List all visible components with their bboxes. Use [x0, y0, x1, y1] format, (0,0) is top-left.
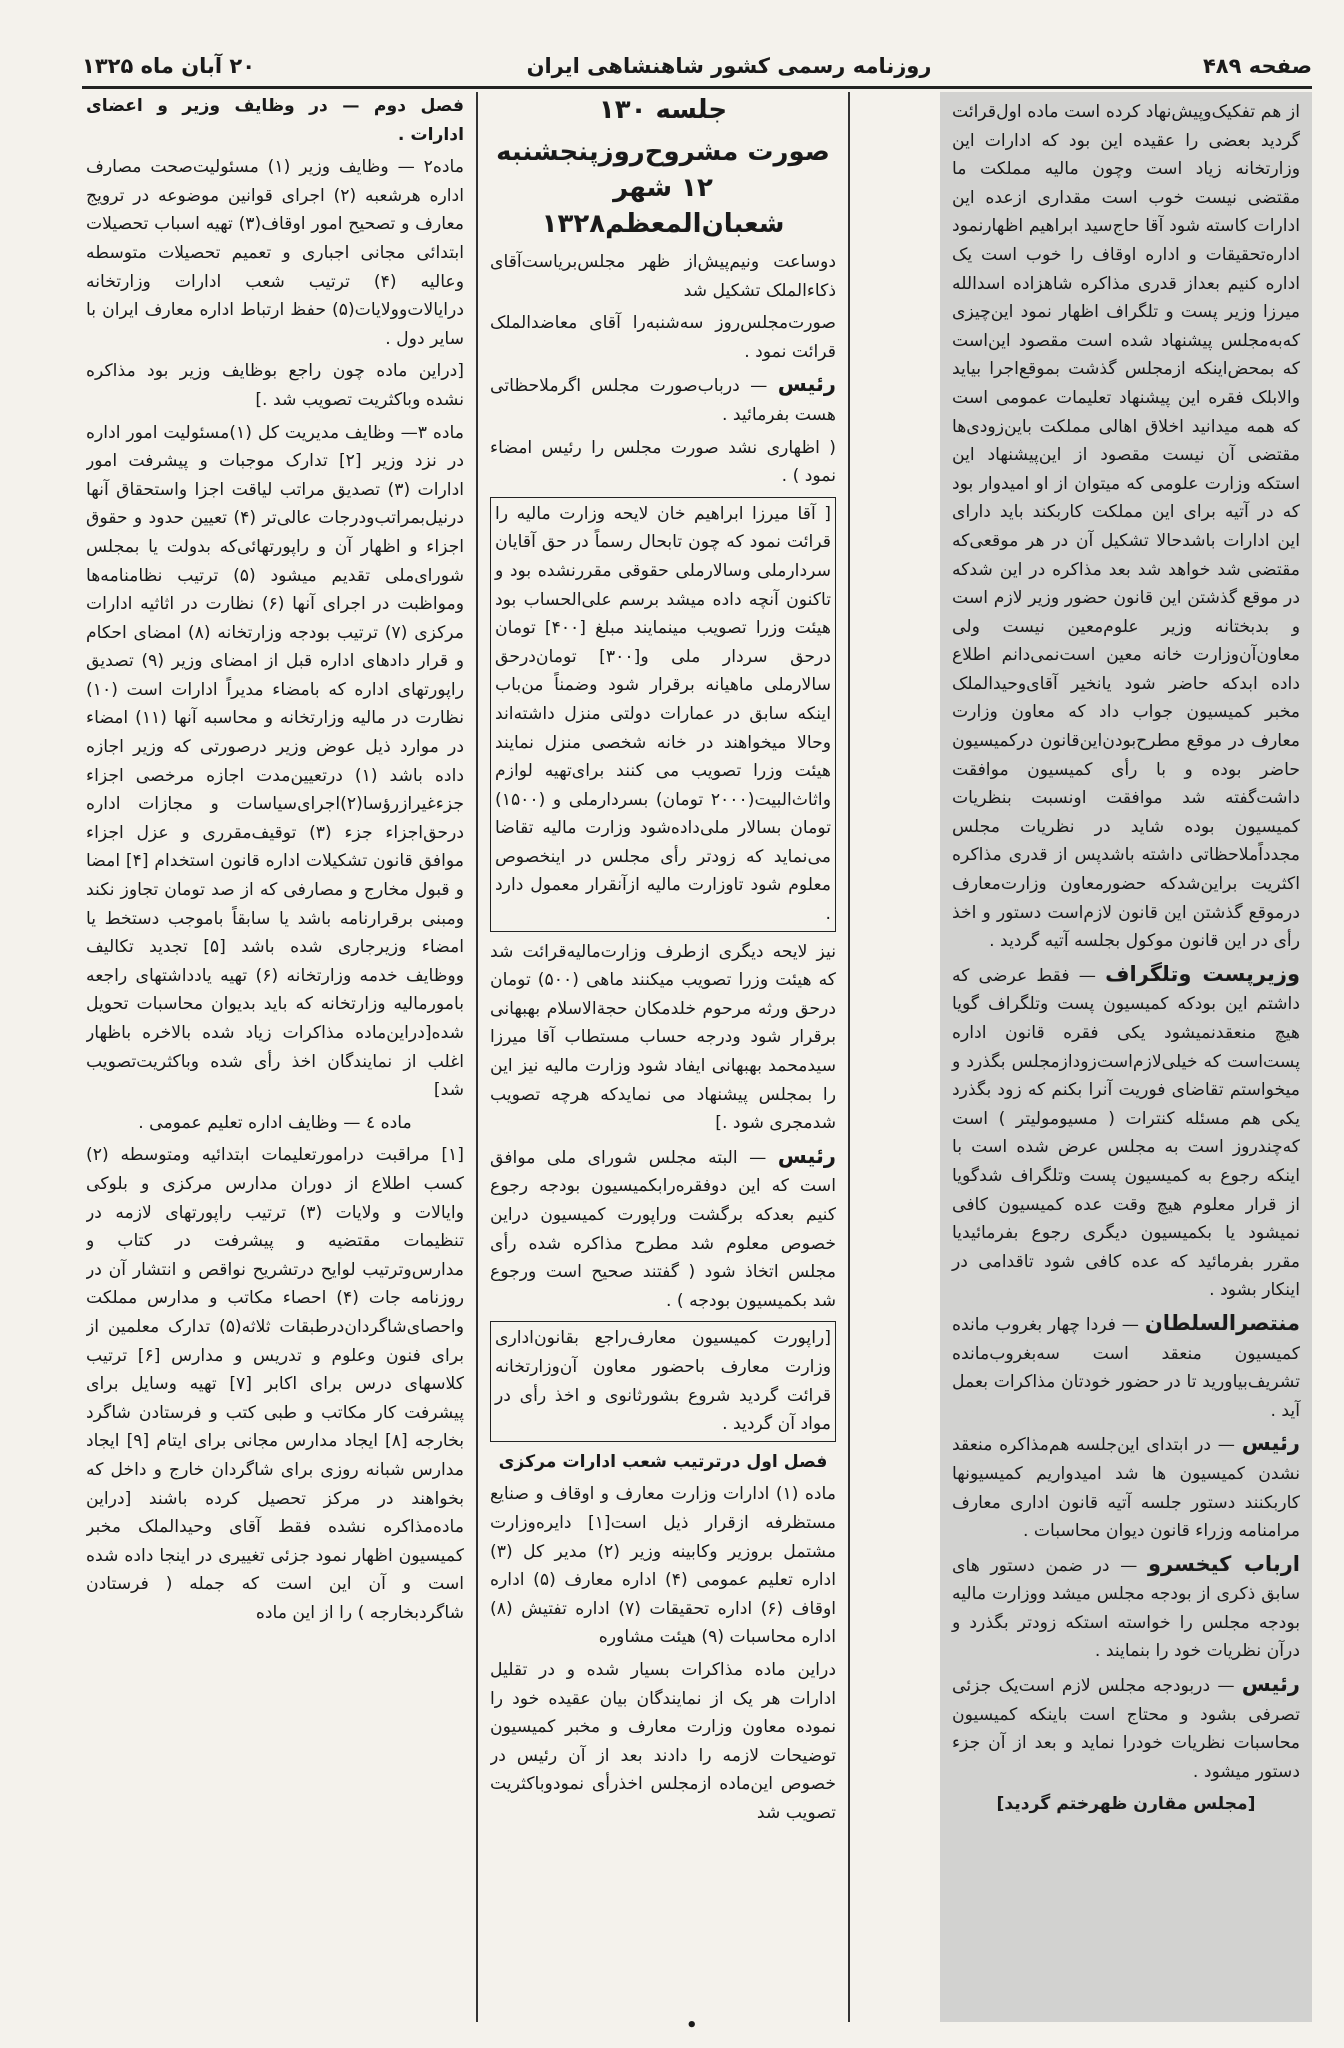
paragraph: ( اظهاری نشد صورت مجلس را رئیس امضاء نمود ) . — [490, 437, 836, 487]
paragraph: ماده۲ — وظایف وزیر (۱) مسئولیت‌صحت مصارف اداره هرشعبه (۲) اجرای قوانین موضوعه در ترویج معارف و تصحیح امور اوقاف(۳) تهیه اسباب تحصیلات ابتدائی مجانی اجباری و تعمیم تحصیلات متوسطه وعالیه (۴) ترتیب شعب ادارات وزارتخانه درایالات‌وولایات(۵) حفظ ارتباط اداره معارف ایران با سایر دول . — [86, 157, 464, 349]
paragraph: وزیرپست وتلگراف — فقط عرضی که داشتم این بودکه کمیسیون پست وتلگراف گویا هیچ منعقدنمیشود یکی فقره قانون اداره پست‌است که خیلی‌لازم‌است‌زودازمجلس بگذرد و میخواستم تقاضای فوریت آنرا بکنم که زود بگذرد یکی هم مسئله کنترات ( مسیومولیتر ) است که‌چندروز است به مجلس عرض شده است با اینکه رجوع به کمیسیون پست وتلگراف شدگویا از قرار معلوم هیچ وقت عده کمیسیون کافی نمیشود یا بکمیسیون دیگری رجوع بفرمائیدیا مقرر بفرمائید که عده کافی شود تاقدامی در اینکار بشود . — [952, 961, 1301, 1301]
paragraph: رئیس — درباب‌صورت مجلس اگرملاحظاتی هست بفرمائید . — [490, 372, 836, 425]
paragraph: [دراین ماده چون راجع بوظایف وزیر بود مذاکره نشده وباکثریت تصویب شد .] — [86, 361, 464, 410]
column-divider-left — [476, 92, 478, 2022]
paragraph: رئیس — البته مجلس شورای ملی موافق است که این دوفقره‌رابکمیسیون بودجه رجوع کنیم بعدکه برگشت وراپورت کمیسیون دراین خصوص معلوم شد مطرح مذاکره شده رأی مجلس اتخاذ شود ( گفتند صحیح است ورجوع شد بکمیسیون بودجه ) . — [490, 1143, 836, 1311]
speaker-name: رئیس — [1241, 1672, 1300, 1697]
speaker-name: ارباب کیخسرو — [1147, 1551, 1300, 1576]
session-title: صورت مشروح‌روزپنجشنبه ۱۲ شهر شعبان‌المعظم۱۳۲۸ — [496, 137, 830, 239]
paragraph: رئیس — دربودجه مجلس لازم است‌یک جزئی تصرفی بشود و محتاج است باینکه کمیسیون محاسبات نظریات خودرا نماید و بعد از آن جزء دستور میشود . — [952, 1672, 1300, 1782]
session-number: جلسه ۱۳۰ — [598, 95, 728, 125]
paragraph: صورت‌مجلس‌روز سه‌شنبه‌را آقای معاضدالملک قرائت نمود . — [490, 313, 836, 362]
session-closing: [مجلس مقارن ظهرختم گردید] — [996, 1794, 1256, 1815]
paragraph: دوساعت ونیم‌پیش‌از ظهر مجلس‌بریاست‌آقای ذکاءالملک تشکیل شد — [490, 252, 836, 301]
column-divider-right — [848, 92, 850, 2022]
newspaper-title: روزنامه رسمی کشور شاهنشاهی ایران — [526, 54, 932, 78]
speaker-name: وزیرپست وتلگراف — [1105, 961, 1301, 986]
paragraph: دراین ماده مذاکرات بسیار شده و در تقلیل ادارات هر یک از نمایندگان بیان عقیده خود را نموده معاون وزارت معارف و مخبر کمیسیون توضیحات لازمه را دادند بعد از آن رئیس در خصوص این‌ماده ازمجلس اخذرأی نمودوباکثریت تصویب شد — [490, 1659, 836, 1823]
page-header — [82, 48, 1312, 84]
page-number: صفحه ۴۸۹ — [1202, 54, 1312, 78]
boxed-paragraph: [ آقا میرزا ابراهیم خان لایحه وزارت مالیه را قرائت نمود که چون تابحال رسماً در حق آقایان سردارملی وسالارملی حقوقی مقررنشده بود و تاکنون آنچه داده میشد برسم علی‌الحساب بود هیئت وزرا تصویب مینمایند مبلغ [۴۰۰] تومان درحق سردار ملی و[۳۰۰] تومان‌درحق سالارملی ماهیانه برقرار شود وضمناً من‌باب اینکه سابق در عمارات دولتی منزل داشته‌اند وحالا میخواهند در خانه شخصی منزل نمایند هیئت وزرا تصویب می کنند برای‌تهیه لوازم واثاث‌البیت(۲۰۰۰ تومان) بسردارملی و (۱۵۰۰) تومان بسالار ملی‌داده‌شود وزارت مالیه تقاضا می‌نماید که زودتر رأی مجلس در اینخصوص معلوم شود تاوزارت مالیه ازآنقرار معمول دارد . — [490, 497, 836, 932]
right-column — [940, 92, 1312, 2022]
chapter-heading: فصل دوم — در وظایف وزیر و اعضای ادارات . — [86, 96, 464, 145]
speaker-name: منتصرالسلطان — [1144, 1310, 1301, 1335]
paragraph: نیز لایحه دیگری ازطرف وزارت‌مالیه‌قرائت شد که هیئت وزرا تصویب میکنند ماهی (۵۰۰) تومان درحق ورثه مرحوم خلدمکان حجة‌الاسلام بهبهانی برقرار شود ودرجه حساب مستطاب آقا میرزا سیدمحمد بهبهانی ایفاد شود وزارت مالیه نیز این را بمجلس پیشنهاد می نمایدکه هرچه تصویب شدمجری شود .] — [490, 941, 836, 1134]
paragraph: [۱] مراقبت درامورتعلیمات ابتدائیه ومتوسطه (۲) کسب اطلاع از دوران مدارس مرکزی و بلوکی وایالات و ولایات (۳) ترتیب راپورتهای لازمه در تنظیمات مقتضیه و پیشرفت در کتاب و مدارس‌وترتیب لوایح درتشریح نواقص و انتشار آن در روزنامه جات (۴) احصاء مکاتب و مدارس مملکت واحصای‌شاگردان‌درطبقات ثلاثه(۵) تدارک معلمین از برای فنون وعلوم و تدریس و مدارس [۶] ترتیب کلاسهای درس برای اکابر [۷] تهیه وسایل برای پیشرفت کار مکاتب و طبی کتب و فرستادن شاگرد بخارجه [۸] ایجاد مدارس مجانی برای ایتام [۹] ایجاد مدارس شبانه روزی برای شاگردان خارج و داخل که بخواهند در مرکز تحصیل کرده باشند [دراین ماده‌مذاکره نشده فقط آقای وحیدالملک مخبر کمیسیون اظهار نمود جزئی تغییری در اینجا داده شده است و آن این است که جمله ( فرستادن شاگردبخارجه ) را از این ماده — [86, 1145, 464, 1623]
header-rule — [82, 86, 1312, 89]
footer-dot: • — [686, 2015, 698, 2036]
chapter-heading: فصل اول درترتیب شعب ادارات مرکزی — [498, 1451, 828, 1472]
paragraph: ارباب کیخسرو — در ضمن دستور های سابق ذکری از بودجه مجلس میشد ووزارت مالیه بودجه مجلس را خواسته استکه زودتر بگذرد و درآن نظریات خود را بنمایند . — [952, 1551, 1300, 1662]
paragraph: ماده (۱) ادارات وزارت معارف و اوقاف و صنایع مستظرفه ازقرار ذیل است[۱] دایره‌وزارت مشتمل بروزیر وکابینه وزیر (۲) مدیر کل (۳) اداره تعلیم عمومی (۴) اداره معارف (۵) اداره اوقاف (۶) اداره تحقیقات (۷) اداره تفتیش (۸) اداره محاسبات (۹) هیئت مشاوره — [490, 1484, 836, 1648]
speaker-name: رئیس — [777, 372, 836, 397]
paragraph: منتصرالسلطان — فردا چهار بغروب مانده کمیسیون منعقد است سه‌بغروب‌مانده تشریف‌بیاورید تا در حضور خودتان مذاکرات بعمل آید . — [952, 1310, 1301, 1421]
speaker-name: رئیس — [1241, 1431, 1300, 1456]
middle-column — [490, 92, 836, 2022]
issue-date: ۲۰ آبان ماه ۱۳۲۵ — [82, 54, 256, 78]
article-heading: ماده ٤ — وظایف اداره تعلیم عمومی . — [138, 1112, 412, 1133]
speaker-name: رئیس — [777, 1143, 836, 1168]
paragraph: از هم تفکیک‌وپیش‌نهاد کرده است ماده اول‌قرائت گردید بعضی را عقیده این بود که ادارات این وزارتخانه زیاد است وچون مالیه مملکت ما مقتضی نیست خوب است مقداری ازعده این ادارات کاسته شود آقا حاج‌سید ابراهیم اظهارنمود اداره‌تحقیقات و اداره اوقاف را خوب است یک اداره کنیم بعداز قدری مذاکره شاهزاده اسدالله میرزا وزیر پست و تلگراف اظهار نمود این‌چیزی که‌به‌مجلس پیشنهاد شده است مقصود این‌است که بمحض‌اینکه ازمجلس گذشت بموقع‌اجرا بیاید والابلک فقره این پیشنهاد تعلیمات عمومی است که همه میدانید اخلاق اهالی مملکت باین‌زودی‌ها مقتضی آن نیست مقصود از این‌پیشنهاد این استکه وزارت علومی که میتوان از او امیدوار بود که در آتیه برای این مملکت کاربکند باید دارای این ادارات باشدحالا تشکیل آن در هر موقعی‌که مقتضی شد خواهد شد بعد مذاکره در این شدکه در موقع گذشتن این قانون حضور وزیر لازم است و بدبختانه وزیر علوم‌معین نیست ولی معاون‌آن‌وزارت خانه معین است‌نمی‌دانم اطلاع داده ابدکه حاضر شود یانخیر آقای‌وحیدالملک مخبر کمیسیون جواب داد که معاون وزارت معارف در موقع مطرح‌بودن‌این‌قانون درکمیسیون حاضر بوده و با رأی کمیسیون موافقت داشت‌گفته شد موافقت اونسبت بنظریات کمیسیون بوده شاید در نظریات مجلس مجدداً‌ملاحظاتی داشته باشدپس از قدری مذاکره اکثریت براین‌شدکه حضورمعاون وزارت‌معارف درموقع گذشتن این قانون لازم‌است دستور و اخذ رأی در این قانون موکول بجلسه آتیه گردید . — [952, 102, 1300, 952]
paragraph: رئیس — در ابتدای این‌جلسه هم‌مذاکره منعقد نشدن کمیسیون ها شد امیدواریم کمیسیونها کاربکنند دستور جلسه آتیه قانون اداری معارف مرامنامه وزراء قانون دیوان محاسبات . — [952, 1431, 1300, 1542]
left-column — [86, 92, 464, 2022]
boxed-paragraph: [راپورت کمیسیون معارف‌راجع بقانون‌اداری وزارت معارف باحضور معاون آن‌وزارتخانه قرائت گردید شروع بشورثانوی و اخذ رأی در مواد آن گردید . — [490, 1321, 836, 1441]
paragraph: ماده ۳— وظایف مدیریت کل (۱)مسئولیت امور اداره در نزد وزیر [۲] تدارک موجبات و پیشرفت امور ادارات (۳) تصدیق مراتب لیاقت اجزا واستحقاق آنها درنیل‌بمراتب‌ودرجات عالی‌تر (۴) تعیین حدود و حقوق اجزاء و اظهار آن و راپورتهائی‌که بدولت یا بمجلس شورای‌ملی تقدیم میشود (۵) ترتیب نظامنامه‌ها ومواظبت در اجرای آنها (۶) نظارت در اثاثیه ادارات مرکزی (۷) ترتیب بودجه وزارتخانه (۸) امضای احکام و قرار دادهای اداره قبل از امضای وزیر (۹) تصدیق راپورتهای اداره که بامضاء مدیراً ادارات است (۱۰) نظارت در مالیه وزارتخانه و محاسبه آنها (۱۱) امضاء در موارد ذیل عوض وزیر درصورتی که وزیر اجازه داده باشد (۱) درتعیین‌مدت اجازه مرخصی اجزاء جزءغیرازرؤسا(۲)اجرای‌سیاسات و مجازات اداره درحق‌اجزاء جزء (۳) توقیف‌مقرری و عزل اجزاء موافق قانون تشکیلات اداره قانون استخدام [۴] امضا و قبول مخارج و مصارفی که از صد تومان تجاوز نکند ومبنی برقرارنامه باشد یا سابقاً باموجب دستخط یا امضاء وزیرجاری شده باشد [۵] تجدید تکالیف ووظایف خدمه وزارتخانه (۶) تهیه یادداشتهای راجعه بامورمالیه وزارتخانه که باید بدیوان محاسبات تحویل شده[دراین‌ماده مذاکرات زیاد شده بالاخره باظهار اغلب از نمایندگان اخذ رأی شده وباکثریت‌تصویب شد] — [86, 422, 464, 1101]
